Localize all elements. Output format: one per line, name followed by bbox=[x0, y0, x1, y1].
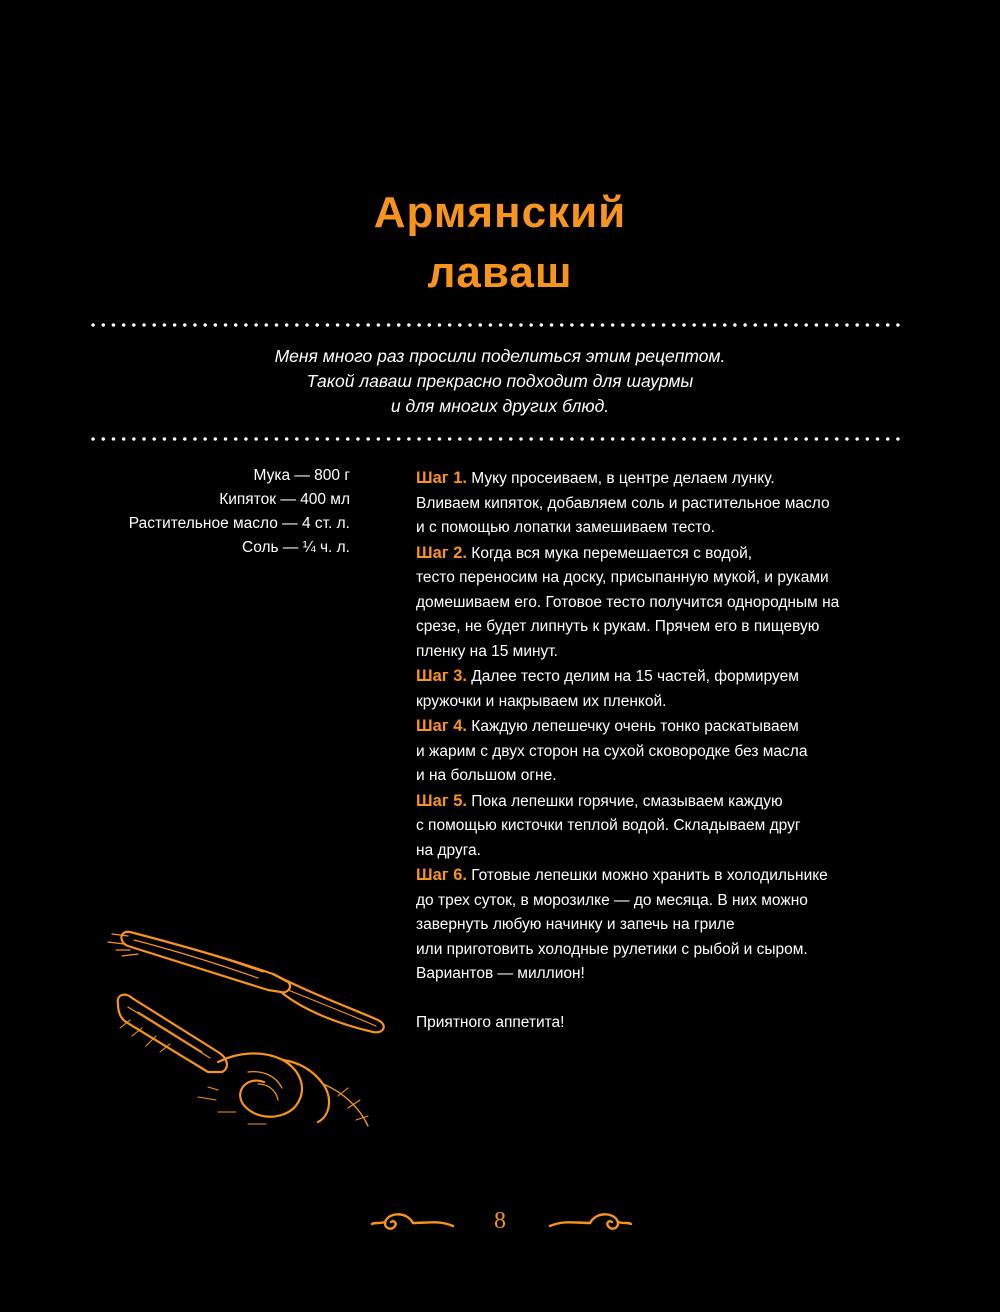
step-text: с помощью кисточки теплой водой. Складываем друг bbox=[416, 817, 801, 834]
ingredient-item: Мука — 800 г bbox=[253, 467, 350, 484]
ingredients-list bbox=[129, 464, 350, 560]
step-text: на друга. bbox=[416, 841, 481, 859]
closing-text: Приятного аппетита! bbox=[416, 1014, 565, 1031]
step-text: или приготовить холодные рулетики с рыбой и сыром. bbox=[416, 940, 808, 958]
intro-line: Меня много раз просили поделиться этим рецептом. bbox=[274, 346, 726, 366]
title-line-2: лаваш bbox=[427, 248, 573, 297]
step-1 bbox=[416, 466, 916, 541]
step-2 bbox=[416, 541, 916, 665]
intro-line: Такой лаваш прекрасно подходит для шаурмы bbox=[306, 371, 694, 391]
step-text: домешиваем его. Готовое тесто получится однородным на bbox=[416, 593, 840, 611]
step-text: Когда вся мука перемешается с водой, bbox=[471, 544, 753, 562]
step-label: Шаг 1. bbox=[416, 469, 467, 487]
step-label: Шаг 4. bbox=[416, 717, 467, 735]
step-text: и на большом огне. bbox=[416, 767, 557, 784]
step-text: Каждую лепешечку очень тонко раскатываем bbox=[471, 718, 799, 735]
step-text: завернуть любую начинку и запечь на гриле bbox=[416, 916, 735, 933]
step-text: и жарим с двух сторон на сухой сковородке без масла bbox=[416, 742, 808, 760]
intro-line: и для многих других блюд. bbox=[390, 396, 610, 416]
page-title bbox=[0, 183, 1000, 303]
step-text: кружочки и накрываем их пленкой. bbox=[416, 692, 667, 710]
ingredient-item: Растительное масло — 4 ст. л. bbox=[128, 515, 350, 532]
step-text: и с помощью лопатки замешиваем тесто. bbox=[416, 519, 715, 536]
step-label: Шаг 6. bbox=[416, 866, 467, 884]
step-6 bbox=[416, 863, 916, 987]
ingredient-item: Кипяток — 400 мл bbox=[219, 491, 350, 508]
ingredient-item: Соль — ¼ ч. л. bbox=[242, 539, 350, 556]
knife-and-butter-curl-illustration bbox=[98, 912, 398, 1142]
intro-text bbox=[0, 344, 1000, 419]
dotted-divider-top bbox=[88, 322, 906, 328]
step-4 bbox=[416, 714, 916, 789]
step-text: Далее тесто делим на 15 частей, формируем bbox=[471, 668, 799, 685]
step-text: до трех суток, в морозилке — до месяца. В них можно bbox=[416, 891, 808, 909]
step-3 bbox=[416, 664, 916, 714]
step-label: Шаг 5. bbox=[416, 791, 467, 810]
dotted-divider-bottom bbox=[88, 436, 906, 442]
step-text: срезе, не будет липнуть к рукам. Прячем его в пищевую bbox=[416, 618, 820, 635]
step-label: Шаг 3. bbox=[416, 667, 467, 685]
step-text: Готовые лепешки можно хранить в холодильнике bbox=[471, 867, 828, 884]
swirl-ornament-icon bbox=[544, 1210, 636, 1234]
page-number: 8 bbox=[494, 1208, 506, 1234]
step-text: пленку на 15 минут. bbox=[416, 642, 558, 660]
step-text: Вливаем кипяток, добавляем соль и растительное масло bbox=[416, 494, 830, 512]
step-label: Шаг 2. bbox=[416, 543, 467, 562]
steps-list bbox=[416, 466, 916, 1036]
step-text: Муку просеиваем, в центре делаем лунку. bbox=[471, 470, 775, 487]
page-footer bbox=[0, 1200, 1000, 1244]
title-line-1: Армянский bbox=[373, 188, 627, 237]
step-text: Вариантов — миллион! bbox=[416, 965, 585, 982]
step-text: тесто переносим на доску, присыпанную мукой, и руками bbox=[416, 569, 829, 586]
step-5 bbox=[416, 789, 916, 864]
step-text: Пока лепешки горячие, смазываем каждую bbox=[471, 792, 783, 810]
